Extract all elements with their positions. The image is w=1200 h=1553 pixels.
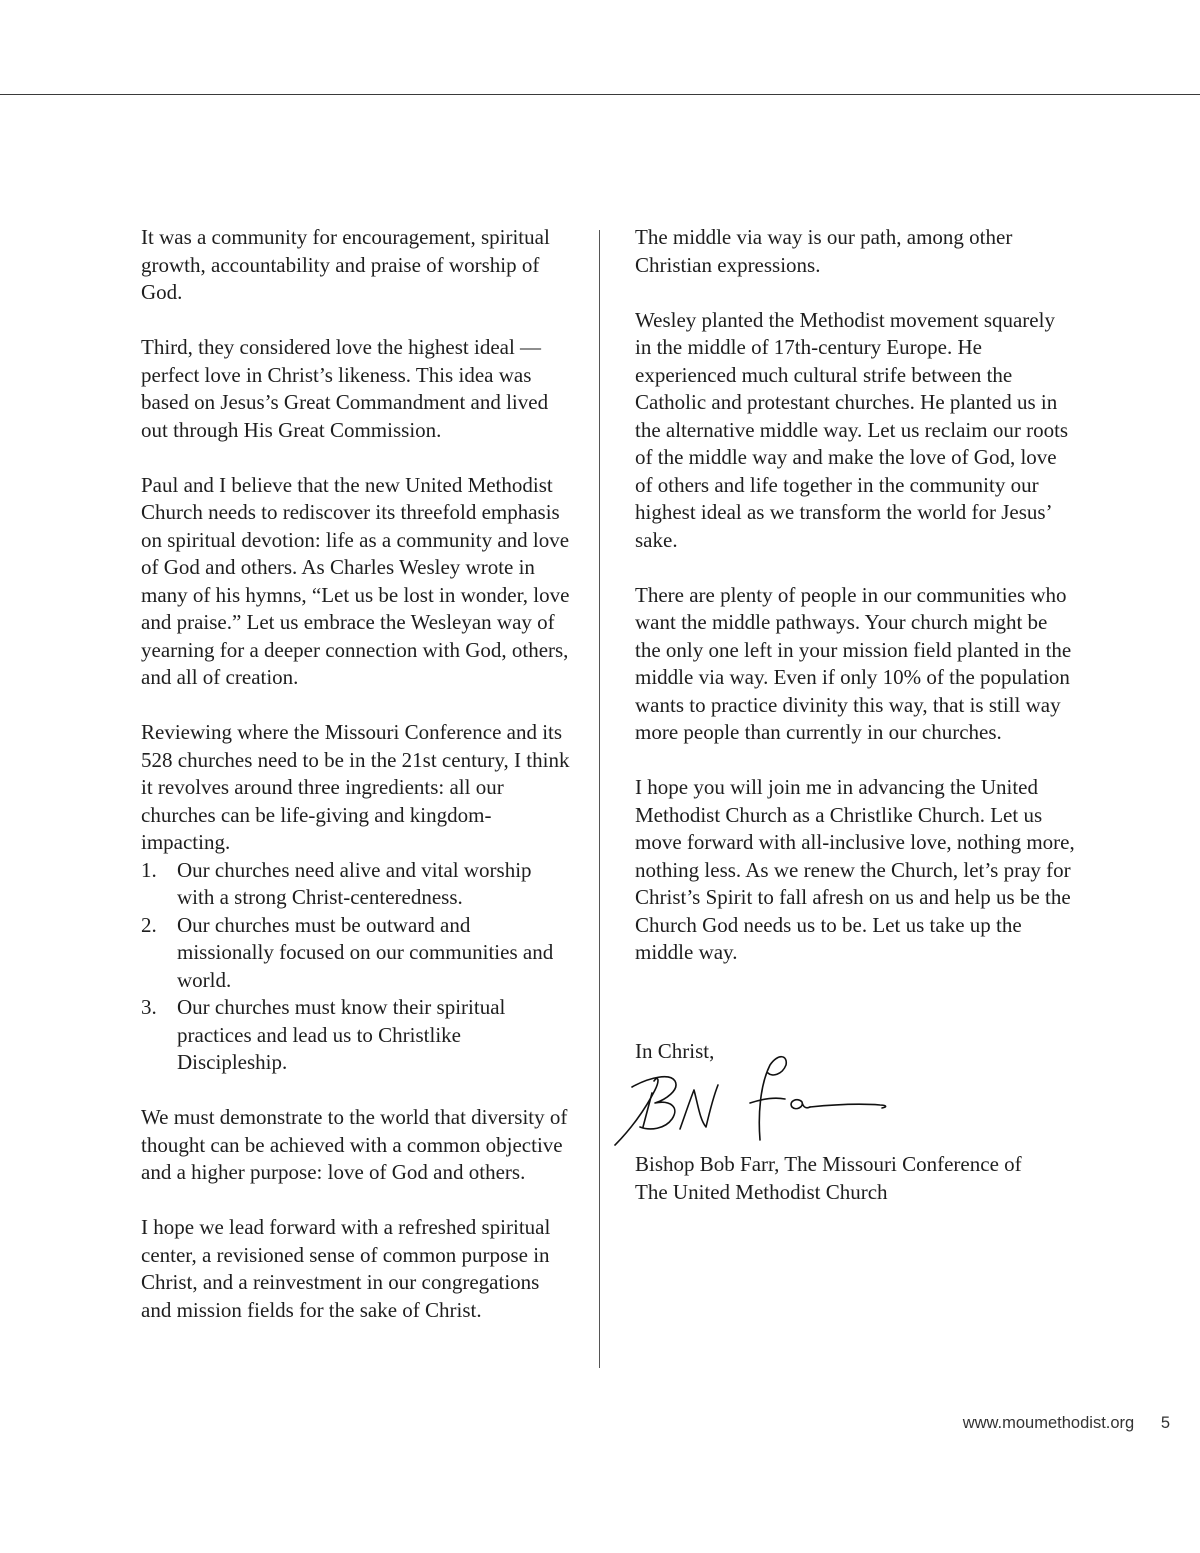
signature-organization: The United Methodist Church — [635, 1179, 888, 1204]
paragraph: We must demonstrate to the world that diversity of thought can be achieved with a common objective and a higher purpose: love of God and others. — [141, 1105, 568, 1184]
paragraph: Third, they considered love the highest ideal — perfect love in Christ’s likeness. This idea was based on Jesus’s Great Commandment and lived out through His Great Commission. — [141, 335, 549, 442]
list-text: Our churches must know their spiritual practices and lead us to Christlike Discipleship. — [177, 995, 506, 1074]
list-item — [141, 912, 571, 995]
signature-image — [610, 1045, 900, 1155]
paragraph: There are plenty of people in our communities who want the middle pathways. Your church might be the only one left in your mission field planted in the middle via way. Even if only 10% of the population wants to practice divinity this way, that is still way more people than currently in our churches. — [635, 582, 1072, 744]
paragraph: I hope you will join me in advancing the United Methodist Church as a Christlike Church. Let us move forward with all-inclusive love, nothing more, nothing less. As we renew the Church, let’s pray for Christ’s Spirit to fall afresh on us and help us be the Church God needs us to be. Let us take up the middle way. — [635, 775, 1075, 964]
footer-url[interactable]: www.moumethodist.org — [962, 1414, 1135, 1432]
list-number: 1. — [141, 857, 157, 882]
signature-name: Bishop Bob Farr, The Missouri Conference of — [635, 1152, 1022, 1176]
footer — [963, 1414, 1170, 1433]
paragraph: It was a community for encouragement, spiritual growth, accountability and praise of worship of God. — [141, 225, 550, 304]
paragraph: Wesley planted the Methodist movement squarely in the middle of 17th-century Europe. He experienced much cultural strife between the Catholic and protestant churches. He planted us in the alternative middle way. Let us reclaim our roots of the middle way and make the love of God, love of others and life together in the community our highest ideal as we transform the world for Jesus’ sake. — [635, 307, 1069, 552]
left-column — [141, 224, 571, 1352]
signature-block — [635, 1151, 1075, 1206]
list-item — [141, 994, 571, 1077]
list-text: Our churches need alive and vital worship with a strong Christ-centeredness. — [177, 857, 532, 909]
list-text: Our churches must be outward and missionally focused on our communities and world. — [177, 912, 554, 992]
list-item — [141, 857, 571, 912]
paragraph: I hope we lead forward with a refreshed spiritual center, a revisioned sense of common purpose in Christ, and a reinvestment in our congregations and mission fields for the sake of Christ. — [141, 1215, 551, 1322]
paragraph: Reviewing where the Missouri Conference and its 528 churches need to be in the 21st century, I think it revolves around three ingredients: all our churches can be life-giving and kingdom-impacting. — [141, 720, 570, 854]
paragraph: The middle via way is our path, among other Christian expressions. — [635, 225, 1013, 277]
column-divider — [599, 230, 600, 1368]
right-column — [635, 224, 1075, 994]
paragraph: Paul and I believe that the new United Methodist Church needs to rediscover its threefold emphasis on spiritual devotion: life as a community and love of God and others. As Charles Wesley wrote in many of his hymns, “Let us be lost in wonder, love and praise.” Let us embrace the Wesleyan way of yearning for a deeper connection with God, others, and all of creation. — [141, 472, 570, 689]
top-rule — [0, 94, 1200, 95]
closing: In Christ, — [635, 1039, 715, 1063]
list-number: 2. — [141, 912, 157, 937]
list-number: 3. — [141, 995, 157, 1019]
numbered-list — [141, 857, 571, 1077]
page-number: 5 — [1160, 1414, 1170, 1432]
